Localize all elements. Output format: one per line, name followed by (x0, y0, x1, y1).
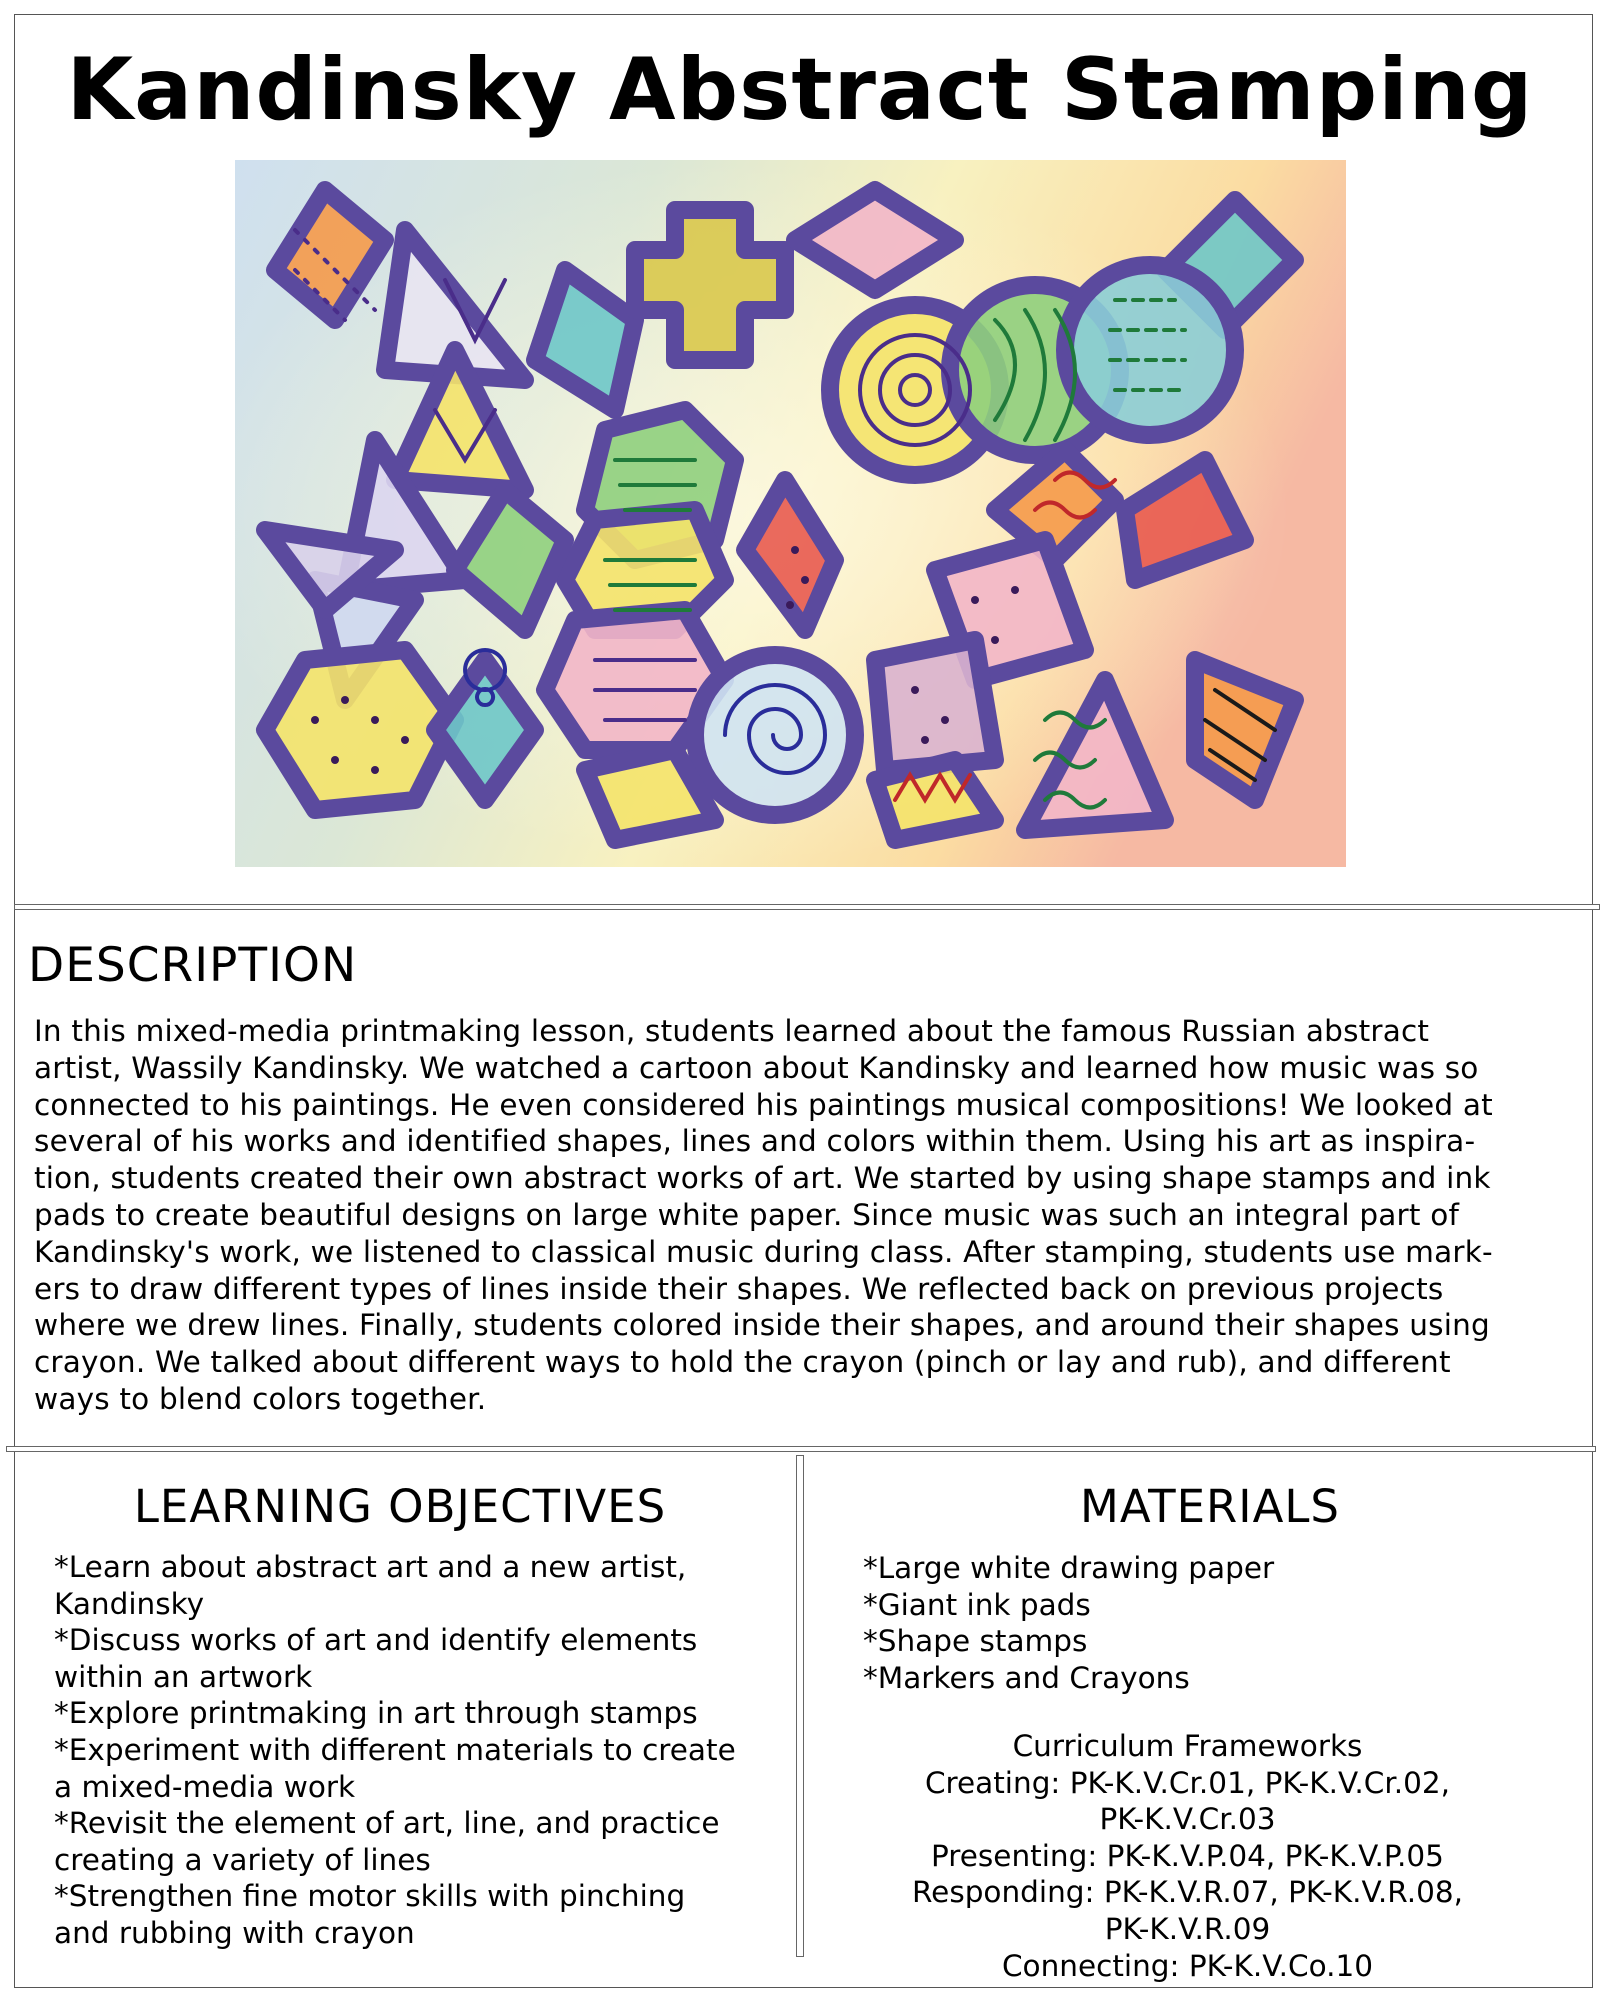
square-shape (875, 640, 995, 770)
objective-item: within an artwork (54, 1659, 313, 1694)
section-divider (6, 1446, 1596, 1452)
objective-item: creating a variety of lines (54, 1842, 431, 1877)
objective-item: *Strengthen fine motor skills with pinching (54, 1879, 686, 1914)
description-line: In this mixed-media printmaking lesson, students learned about the famous Russian abstract (34, 1014, 1430, 1048)
circle-shape (1065, 265, 1235, 435)
description-line: Kandinsky's work, we listened to classical music during class. After stamping, students use mark- (34, 1234, 1493, 1269)
material-item: *Shape stamps (863, 1624, 1088, 1659)
framework-line: Creating: PK-K.V.Cr.01, PK-K.V.Cr.02, (924, 1765, 1451, 1800)
materials-heading: MATERIALS (1080, 1480, 1340, 1533)
description-heading: DESCRIPTION (28, 938, 358, 993)
artwork-image (235, 160, 1346, 867)
objective-item: a mixed-media work (54, 1769, 356, 1804)
description-line: where we drew lines. Finally, students colored inside their shapes, and around their shapes using (34, 1308, 1490, 1343)
page-title: Kandinsky Abstract Stamping (66, 40, 1534, 140)
framework-line: Responding: PK-K.V.R.07, PK-K.V.R.08, (912, 1875, 1463, 1910)
section-divider (14, 904, 1600, 910)
objective-item: *Learn about abstract art and a new artist, (54, 1550, 687, 1584)
material-item: *Large white drawing paper (863, 1551, 1275, 1585)
description-line: pads to create beautiful designs on large white paper. Since music was such an integral part of (34, 1197, 1460, 1232)
materials-list (863, 1550, 1563, 1696)
curriculum-frameworks (820, 1728, 1555, 1984)
objective-item: *Experiment with different materials to create (54, 1732, 736, 1767)
material-item: *Markers and Crayons (863, 1660, 1190, 1695)
framework-line: PK-K.V.Cr.03 (1099, 1802, 1276, 1837)
column-divider (796, 1455, 804, 1957)
objectives-heading: LEARNING OBJECTIVES (133, 1480, 667, 1533)
description-line: ers to draw different types of lines inside their shapes. We reflected back on previous projects (34, 1271, 1444, 1306)
objective-item: and rubbing with crayon (54, 1915, 415, 1950)
objective-item: Kandinsky (54, 1586, 205, 1621)
framework-line: Presenting: PK-K.V.P.04, PK-K.V.P.05 (931, 1838, 1444, 1873)
framework-line: PK-K.V.R.09 (1104, 1911, 1271, 1946)
objective-item: *Discuss works of art and identify elements (54, 1623, 698, 1658)
description-line: tion, students created their own abstract works of art. We started by using shape stamps and ink (34, 1161, 1491, 1196)
description-line: connected to his paintings. He even considered his paintings musical compositions! We looked at (34, 1087, 1493, 1122)
objectives-list (54, 1549, 794, 1952)
material-item: *Giant ink pads (863, 1587, 1091, 1622)
description-line: several of his works and identified shapes, lines and colors within them. Using his art as inspira- (34, 1124, 1476, 1159)
description-body (34, 1013, 1554, 1418)
framework-line: Connecting: PK-K.V.Co.10 (1001, 1948, 1374, 1983)
description-line: ways to blend colors together. (34, 1381, 487, 1416)
description-line: crayon. We talked about different ways to hold the crayon (pinch or lay and rub), and different (34, 1345, 1451, 1380)
objective-item: *Revisit the element of art, line, and practice (54, 1806, 720, 1841)
description-line: artist, Wassily Kandinsky. We watched a cartoon about Kandinsky and learned how music was so (34, 1050, 1479, 1085)
objective-item: *Explore printmaking in art through stamps (54, 1696, 698, 1731)
frameworks-heading: Curriculum Frameworks (1012, 1729, 1363, 1763)
